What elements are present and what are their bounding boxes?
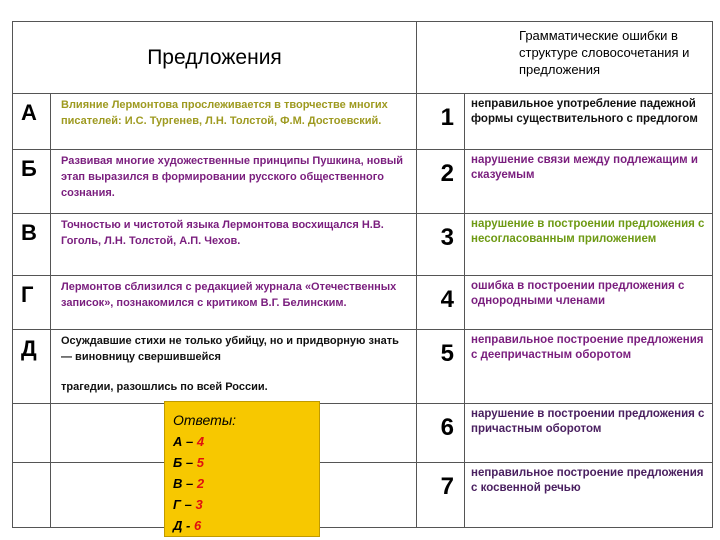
answer-separator: – xyxy=(180,497,196,512)
answer-letter: Д xyxy=(173,518,183,533)
row-letter: Д xyxy=(13,330,51,404)
row-letter: Г xyxy=(13,276,51,330)
header-errors xyxy=(417,22,713,94)
answer-value: 5 xyxy=(196,455,204,470)
table-row xyxy=(13,276,713,330)
table-row xyxy=(13,404,713,463)
answer-value: 2 xyxy=(196,476,205,491)
table-row xyxy=(13,330,713,404)
row-letter: В xyxy=(13,214,51,276)
error-number: 1 xyxy=(417,94,465,150)
error-cell: нарушение в построении предложения с причастным оборотом xyxy=(465,404,713,463)
error-cell: неправильное построение предложения с деепричастным оборотом xyxy=(465,330,713,404)
answer-item xyxy=(173,431,319,452)
answers-title: Ответы: xyxy=(173,412,237,428)
error-number: 6 xyxy=(417,404,465,463)
answer-item xyxy=(173,494,319,515)
row-letter: А xyxy=(13,94,51,150)
error-cell: неправильное построение предложения с косвенной речью xyxy=(465,463,713,528)
table-row xyxy=(13,214,713,276)
sentence-cell: Развивая многие художественные принципы Пушкина, новый этап выразился в формировании русского общественного сознания. xyxy=(51,150,417,214)
answer-value: 6 xyxy=(193,518,202,533)
answer-separator: – xyxy=(182,476,197,491)
table-row xyxy=(13,463,713,528)
sentence-cell: Влияние Лермонтова прослеживается в творчестве многих писателей: И.С. Тургенев, Л.Н. Толстой, Ф.М. Достоевский. xyxy=(51,94,417,150)
answer-letter: В xyxy=(173,476,183,491)
header-sentences: Предложения xyxy=(13,22,417,94)
empty-cell xyxy=(13,463,51,528)
sentence-cell: Точностью и чистотой языка Лермонтова восхищался Н.В. Гоголь, Л.Н. Толстой, А.П. Чехов. xyxy=(51,214,417,276)
header-errors-text: Грамматические ошибки в структуре словосочетания и предложения xyxy=(519,28,690,77)
table-row xyxy=(13,94,713,150)
sentence-line-2: трагедии, разошлись по всей России. xyxy=(61,381,268,393)
answers-box xyxy=(164,401,320,537)
error-number: 7 xyxy=(417,463,465,528)
answer-value: 3 xyxy=(195,497,203,512)
answer-item xyxy=(173,452,319,473)
header-row xyxy=(13,22,713,94)
answer-separator: - xyxy=(182,518,194,533)
error-cell: нарушение связи между подлежащим и сказуемым xyxy=(465,150,713,214)
sentence-cell xyxy=(51,330,417,404)
table-row xyxy=(13,150,713,214)
answer-letter: А xyxy=(173,434,183,449)
error-number: 3 xyxy=(417,214,465,276)
sentence-cell: Лермонтов сблизился с редакцией журнала «Отечественных записок», познакомился с критиком В.Г. Белинским. xyxy=(51,276,417,330)
error-number: 4 xyxy=(417,276,465,330)
error-number: 5 xyxy=(417,330,465,404)
task-table xyxy=(12,21,713,528)
answer-value: 4 xyxy=(196,434,205,449)
answer-letter: Г xyxy=(173,497,181,512)
empty-cell xyxy=(13,404,51,463)
answer-item xyxy=(173,515,319,536)
error-cell: неправильное употребление падежной формы существительного с предлогом xyxy=(465,94,713,150)
answer-letter: Б xyxy=(173,455,183,470)
error-cell: нарушение в построении предложения с несогласованным приложением xyxy=(465,214,713,276)
answer-separator: – xyxy=(182,434,197,449)
sentence-line-1: Осуждавшие стихи не только убийцу, но и придворную знать — виновницу свершившейся xyxy=(61,335,399,363)
error-cell: ошибка в построении предложения с однородными членами xyxy=(465,276,713,330)
answer-item xyxy=(173,473,319,494)
answer-separator: – xyxy=(182,455,197,470)
error-number: 2 xyxy=(417,150,465,214)
row-letter: Б xyxy=(13,150,51,214)
